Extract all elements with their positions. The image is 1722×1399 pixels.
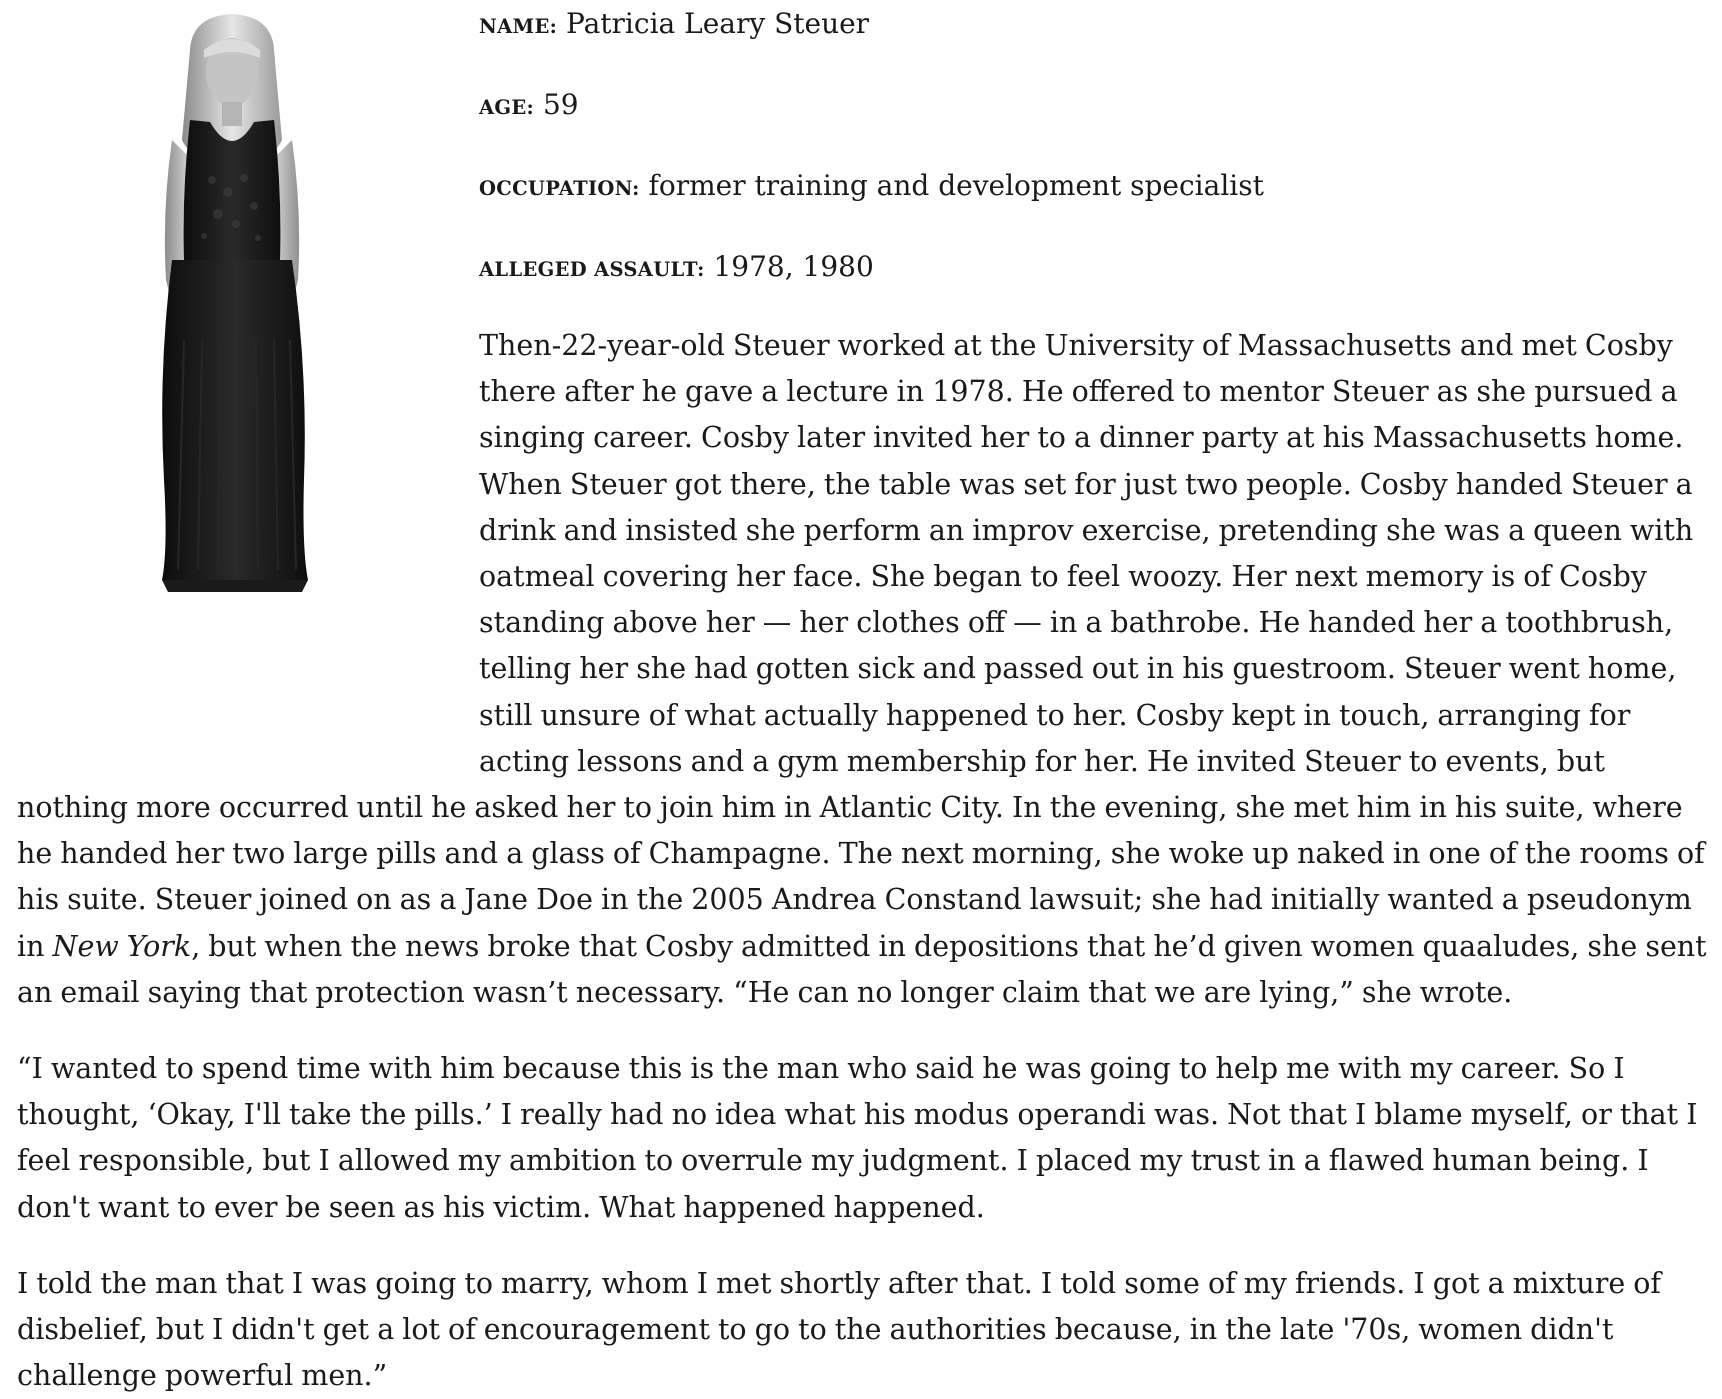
portrait-photo (17, 0, 479, 760)
story-paragraph-3: I told the man that I was going to marry, whom I met shortly after that. I told some of my friends. I got a mixture of disbelief, but I didn't get a lot of encouragement to go to the authorities because, in the late '70s, women didn't challenge powerful men.” (17, 1266, 1661, 1393)
age-value: 59 (542, 88, 579, 121)
name-label: NAME: (479, 15, 558, 38)
occupation-value: former training and development specialist (648, 169, 1264, 202)
name-value: Patricia Leary Steuer (566, 7, 870, 40)
alleged-assault-label: ALLEGED ASSAULT: (479, 258, 705, 281)
alleged-assault-value: 1978, 1980 (713, 250, 874, 283)
profile-article (17, 0, 1717, 1399)
story-paragraph-2: “I wanted to spend time with him because this is the man who said he was going to help me with my career. So I thought, ‘Okay, I'll take the pills.’ I really had no idea what his modus operandi was. Not that I blame myself, or that I feel responsible, but I allowed my ambition to overrule my judgment. I placed my trust in a flawed human being. I don't want to ever be seen as his victim. What happened happened. (17, 1052, 1698, 1224)
occupation-label: OCCUPATION: (479, 177, 640, 200)
story-p1-text-end: , but when the news broke that Cosby admitted in depositions that he’d given women quaaludes, she sent an email saying that protection wasn’t necessary. “He can no longer claim that we are lying,” she wrote. (17, 929, 1707, 1009)
seated-woman-portrait (132, 10, 332, 650)
age-label: AGE: (479, 96, 535, 119)
publication-name: New York (52, 929, 192, 963)
story-p1-text: Then-22-year-old Steuer worked at the University of Massachusetts and met Cosby there after he gave a lecture in 1978. He offered to mentor Steuer as she pursued a singing career. Cosby later invited her to a dinner party at his Massachusetts home. When Steuer got there, the table was set for just two people. Cosby handed Steuer a drink and insisted she perform an improv exercise, pretending she was a queen with oatmeal covering her face. She began to feel woozy. Her next memory is of Cosby standing above her — her clothes off — in a bathrobe. He handed her a toothbrush, telling her she had gotten sick and passed out in his guestroom. Steuer went home, still unsure of what actually happened to her. Cosby kept in touch, arranging for acting lessons and a gym membership for her. He invited Steuer to events, but nothing more occurred until he asked her to join him in Atlantic City. In the evening, she met him in his suite, where he handed her two large pills and a glass of Champagne. The next morning, she woke up naked in one of the rooms of his suite. Steuer joined on as a Jane Doe in the 2005 Andrea Constand lawsuit; she had initially wanted a pseudonym in (17, 329, 1705, 963)
